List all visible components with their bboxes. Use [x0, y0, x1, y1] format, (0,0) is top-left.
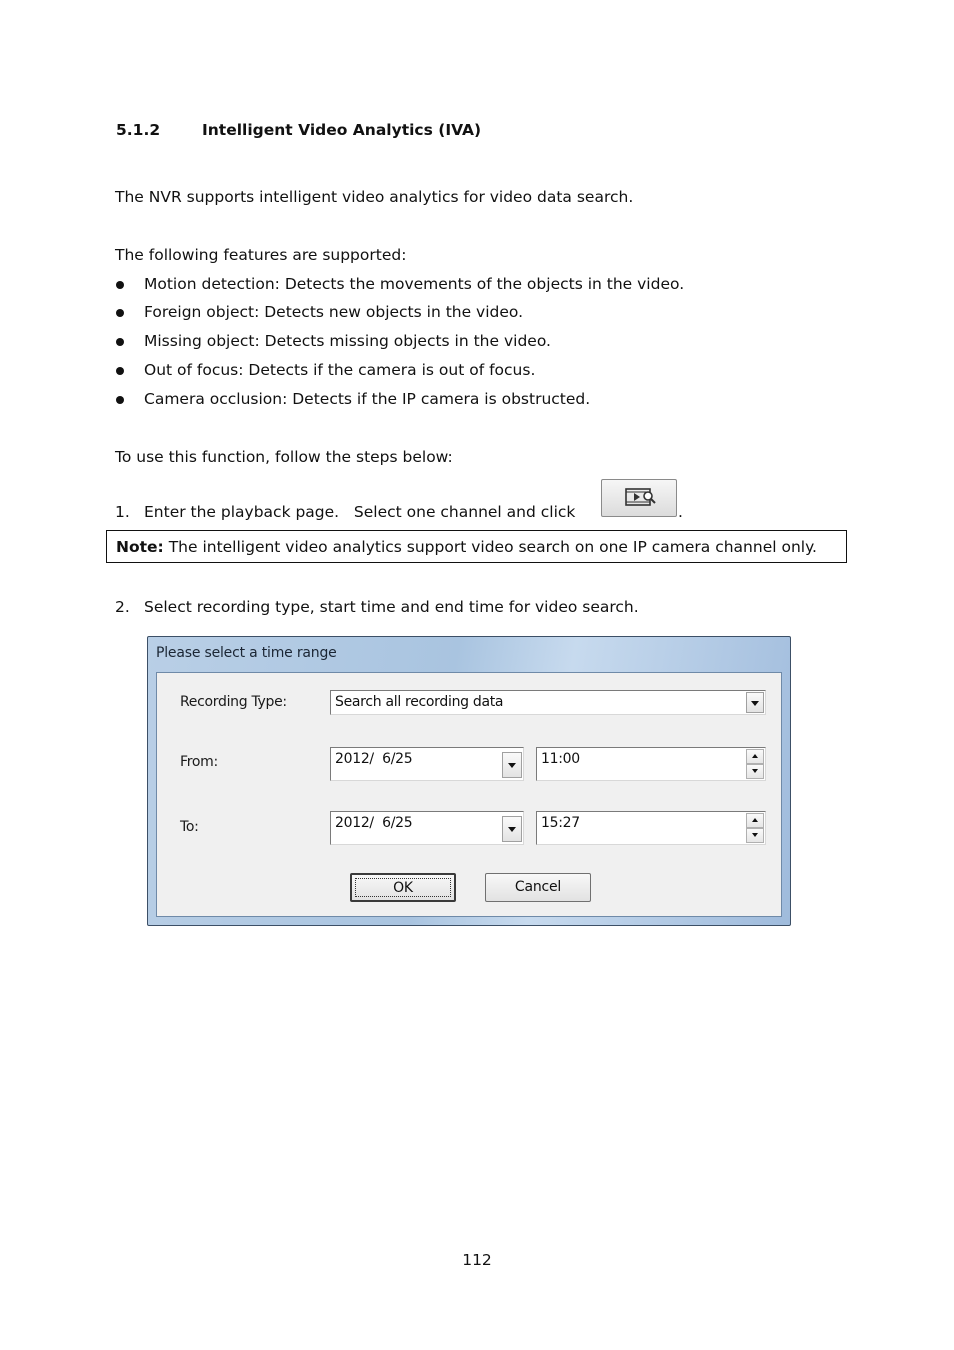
from-time-spinner[interactable]: [746, 749, 764, 779]
step-text: Enter the playback page. Select one channel and click: [144, 503, 576, 521]
arrow-up-icon: [752, 754, 758, 758]
chevron-down-icon: [508, 763, 516, 768]
chevron-down-icon: [508, 827, 516, 832]
arrow-up-icon: [752, 818, 758, 822]
video-search-button[interactable]: [601, 479, 677, 517]
recording-type-select[interactable]: [330, 690, 766, 715]
steps-intro: To use this function, follow the steps below:: [115, 448, 453, 466]
time-range-dialog: [147, 636, 791, 926]
ok-button[interactable]: [350, 873, 456, 902]
list-item: Camera occlusion: Detects if the IP camera is obstructed.: [144, 390, 591, 408]
note-label: Note:: [116, 538, 164, 556]
section-number: 5.1.2: [116, 121, 161, 139]
bullet-icon: [116, 281, 124, 289]
ok-button-label: OK: [393, 880, 413, 896]
from-date-value: 2012/ 6/25: [335, 751, 413, 767]
page-number: 112: [462, 1251, 492, 1269]
intro-paragraph: The NVR supports intelligent video analytics for video data search.: [115, 188, 634, 206]
recording-type-label: Recording Type:: [180, 694, 287, 710]
to-date-value: 2012/ 6/25: [335, 815, 413, 831]
bullet-icon: [116, 367, 124, 375]
from-label: From:: [180, 754, 218, 770]
from-time-input[interactable]: [536, 747, 766, 781]
step-number: 1.: [115, 503, 130, 521]
bullet-icon: [116, 309, 124, 317]
video-search-icon: [601, 479, 677, 517]
to-date-picker[interactable]: [330, 811, 524, 845]
note-box: [106, 530, 847, 563]
to-time-spinner[interactable]: [746, 813, 764, 843]
dialog-title: Please select a time range: [156, 645, 337, 661]
spin-up-button[interactable]: [746, 813, 764, 828]
step-suffix: .: [678, 503, 683, 521]
note-text: The intelligent video analytics support video search on one IP camera channel only.: [168, 538, 817, 556]
step-text: Select recording type, start time and end time for video search.: [144, 598, 639, 616]
spin-up-button[interactable]: [746, 749, 764, 764]
cancel-button-label: Cancel: [514, 879, 562, 895]
list-item: Missing object: Detects missing objects in the video.: [144, 332, 551, 350]
recording-type-value: Search all recording data: [335, 694, 504, 710]
to-date-dropdown-button[interactable]: [502, 816, 522, 842]
recording-type-dropdown-button[interactable]: [746, 692, 764, 713]
spin-down-button[interactable]: [746, 764, 764, 779]
list-item: Motion detection: Detects the movements of the objects in the video.: [144, 275, 685, 293]
from-date-dropdown-button[interactable]: [502, 752, 522, 778]
to-time-input[interactable]: [536, 811, 766, 845]
dialog-body: [156, 672, 782, 917]
section-title: Intelligent Video Analytics (IVA): [202, 121, 482, 139]
step-number: 2.: [115, 598, 130, 616]
bullet-icon: [116, 396, 124, 404]
bullet-icon: [116, 338, 124, 346]
list-item: Foreign object: Detects new objects in the video.: [144, 303, 524, 321]
from-date-picker[interactable]: [330, 747, 524, 781]
to-time-value: 15:27: [541, 815, 580, 831]
spin-down-button[interactable]: [746, 828, 764, 843]
to-label: To:: [180, 819, 199, 835]
features-intro: The following features are supported:: [115, 246, 407, 264]
arrow-down-icon: [752, 769, 758, 773]
arrow-down-icon: [752, 833, 758, 837]
chevron-down-icon: [751, 701, 759, 706]
list-item: Out of focus: Detects if the camera is out of focus.: [144, 361, 536, 379]
cancel-button[interactable]: [485, 873, 591, 902]
from-time-value: 11:00: [541, 751, 580, 767]
